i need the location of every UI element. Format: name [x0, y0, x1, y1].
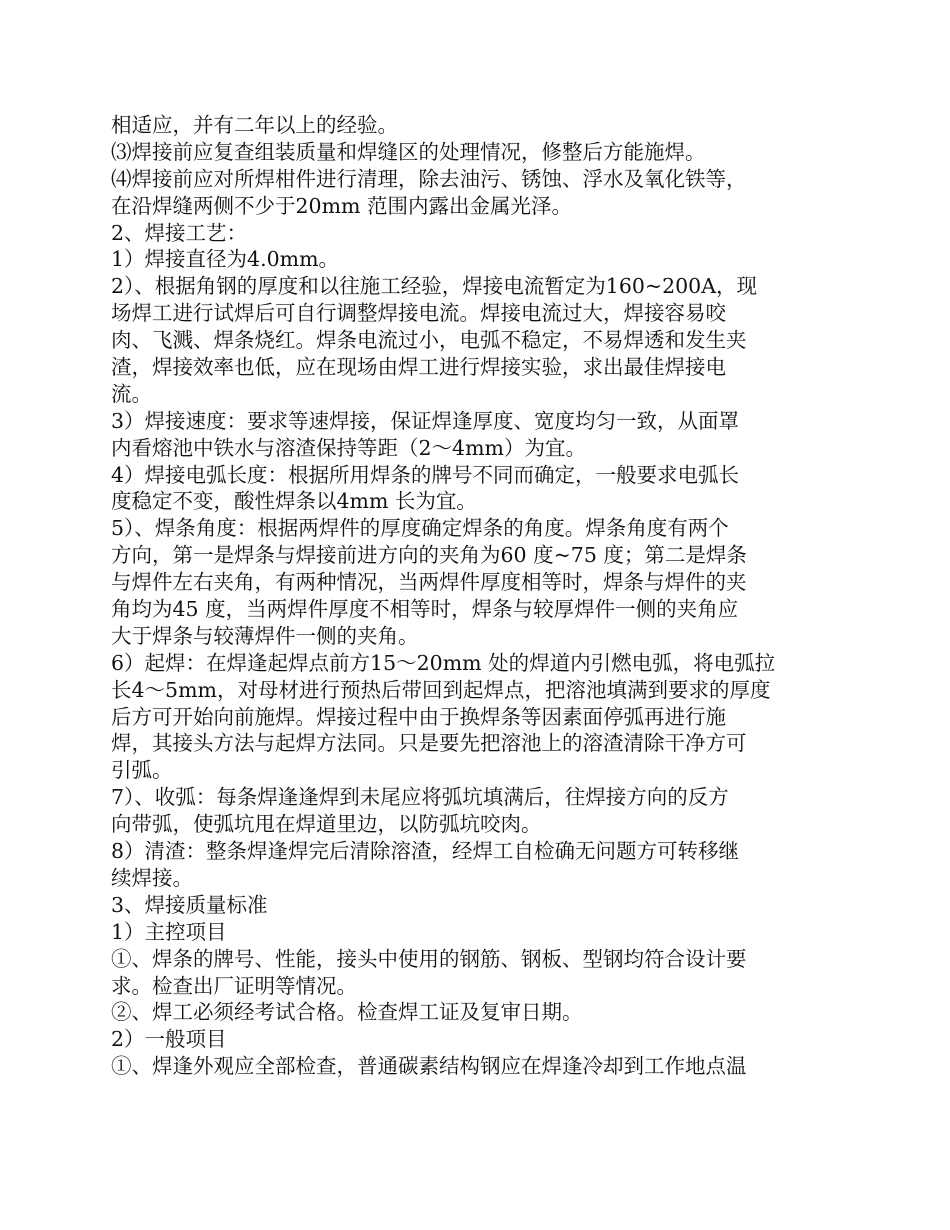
text-line: 2）、根据角钢的厚度和以往施工经验，焊接电流暂定为160~200A，现 [111, 274, 758, 299]
text-line: ⑷焊接前应对所焊柑件进行清理，除去油污、锈蚀、浮水及氧化铁等， [111, 166, 747, 191]
text-line: 后方可开始向前施焊。焊接过程中由于换焊条等因素面停弧再进行施 [111, 704, 726, 729]
text-line: 引弧。 [111, 758, 173, 783]
text-line: 在沿焊缝两侧不少于20mm 范围内露出金属光泽。 [111, 193, 572, 218]
text-line: ①、焊条的牌号、性能，接头中使用的钢筋、钢板、型钢均符合设计要 [111, 946, 747, 971]
text-line: 向带弧，使弧坑甩在焊道里边，以防弧坑咬肉。 [111, 812, 542, 837]
text-line: 与焊件左右夹角，有两种情况，当两焊件厚度相等时，焊条与焊件的夹 [111, 570, 747, 595]
text-line: ①、焊逢外观应全部检查，普通碳素结构钢应在焊逢冷却到工作地点温 [111, 1054, 747, 1079]
text-line: 续焊接。 [111, 865, 193, 890]
text-line: 大于焊条与较薄焊件一侧的夹角。 [111, 623, 419, 648]
text-line: 度稳定不变，酸性焊条以4mm 长为宜。 [111, 489, 477, 514]
text-line: 5）、焊条角度：根据两焊件的厚度确定焊条的角度。焊条角度有两个 [111, 516, 729, 541]
document-body [111, 112, 851, 1080]
text-line: 角均为45 度，当两焊件厚度不相等时，焊条与较厚焊件一侧的夹角应 [111, 597, 739, 622]
text-line: ⑶焊接前应复查组装质量和焊缝区的处理情况，修整后方能施焊。 [111, 139, 706, 164]
text-line: 渣，焊接效率也低，应在现场由焊工进行焊接实验，求出最佳焊接电 [111, 355, 726, 380]
text-line: 4）焊接电弧长度：根据所用焊条的牌号不同而确定，一般要求电弧长 [111, 462, 740, 487]
text-line: 2）一般项目 [111, 1027, 227, 1052]
text-line: 6）起焊：在焊逢起焊点前方15～20mm 处的焊道内引燃电弧，将电弧拉 [111, 650, 776, 675]
section-heading: 2、焊接工艺： [111, 220, 248, 245]
text-line: 焊，其接头方法与起焊方法同。只是要先把溶池上的溶渣清除干净方可 [111, 731, 747, 756]
text-line: 7）、收弧：每条焊逢逢焊到未尾应将弧坑填满后，往焊接方向的反方 [111, 785, 729, 810]
text-line: 1）焊接直径为4.0mm。 [111, 247, 340, 272]
text-line: 长4～5mm，对母材进行预热后带回到起焊点，把溶池填满到要求的厚度 [111, 677, 771, 702]
text-line: 流。 [111, 381, 152, 406]
text-line: 1）主控项目 [111, 919, 227, 944]
text-line: ②、焊工必须经考试合格。检查焊工证及复审日期。 [111, 1000, 583, 1025]
section-heading: 3、焊接质量标准 [111, 892, 268, 917]
text-line: 3）焊接速度：要求等速焊接，保证焊逢厚度、宽度均匀一致，从面罩 [111, 408, 740, 433]
text-line: 内看熔池中铁水与溶渣保持等距（2～4mm）为宜。 [111, 435, 586, 460]
text-line: 求。检查出厂证明等情况。 [111, 973, 357, 998]
text-line: 场焊工进行试焊后可自行调整焊接电流。焊接电流过大，焊接容易咬 [111, 301, 726, 326]
text-line: 相适应，并有二年以上的经验。 [111, 113, 398, 137]
text-line: 方向，第一是焊条与焊接前进方向的夹角为60 度~75 度；第二是焊条 [111, 543, 747, 568]
text-line: 肉、飞溅、焊条烧红。焊条电流过小，电弧不稳定，不易焊透和发生夹 [111, 328, 747, 353]
text-line: 8）清渣：整条焊逢焊完后清除溶渣，经焊工自检确无问题方可转移继 [111, 839, 740, 864]
